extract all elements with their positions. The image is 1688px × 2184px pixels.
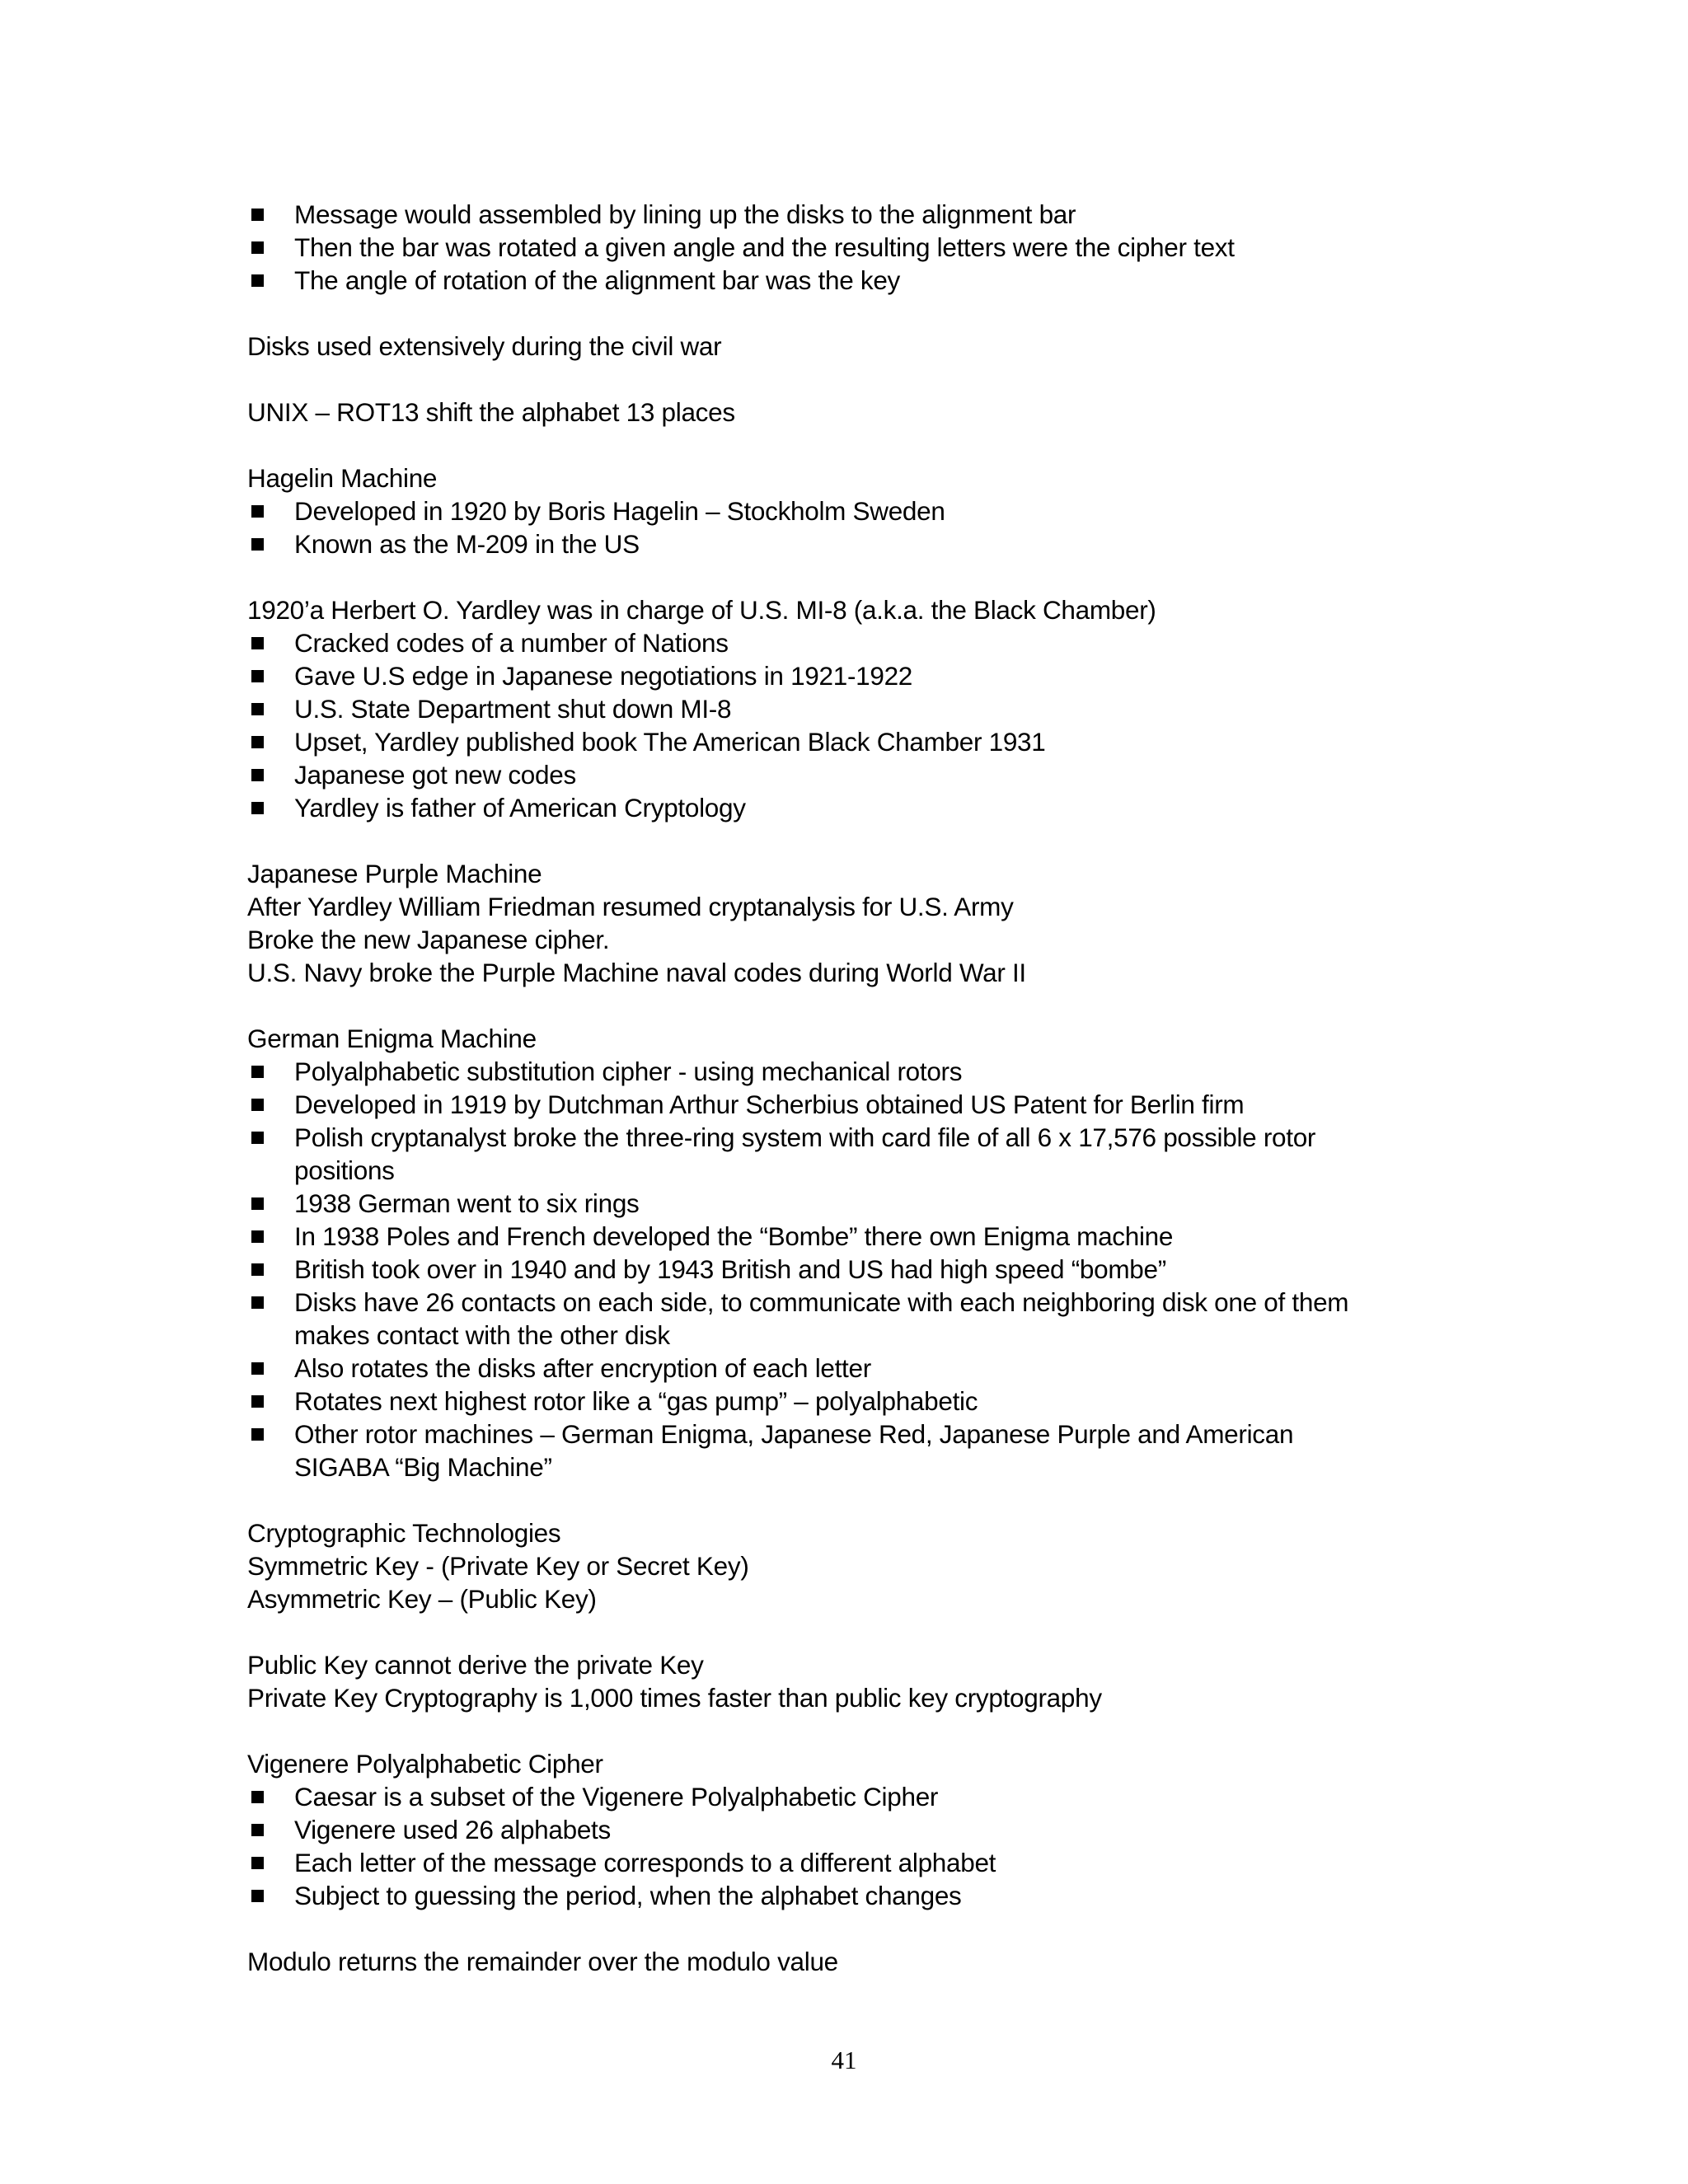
- bullet-item: [247, 198, 1451, 231]
- bullet-item: [247, 1879, 1451, 1912]
- bullet-text: makes contact with the other disk: [294, 1320, 670, 1350]
- bullet-item: [247, 1055, 1451, 1088]
- bullet-list: [247, 626, 1451, 824]
- bullet-text: Also rotates the disks after encryption of each letter: [294, 1353, 871, 1383]
- text-line: Japanese Purple Machine: [247, 859, 542, 888]
- bullet-item: [247, 1088, 1451, 1121]
- text-line: U.S. Navy broke the Purple Machine naval codes during World War II: [247, 958, 1026, 987]
- bullet-item: [247, 725, 1451, 758]
- bullet-text: Gave U.S edge in Japanese negotiations in 1921-1922: [294, 661, 913, 691]
- text-section: [247, 1516, 1451, 1615]
- bullet-item: [247, 264, 1451, 297]
- text-line: Cryptographic Technologies: [247, 1518, 561, 1548]
- text-section: [247, 396, 1451, 429]
- text-line: Symmetric Key - (Private Key or Secret Key): [247, 1551, 749, 1581]
- bullet-item: [247, 494, 1451, 527]
- bullet-text: Cracked codes of a number of Nations: [294, 628, 729, 658]
- text-section: [247, 462, 1451, 560]
- bullet-text: U.S. State Department shut down MI-8: [294, 694, 732, 724]
- text-section: [247, 198, 1451, 297]
- bullet-list: [247, 198, 1451, 297]
- bullet-list: [247, 1780, 1451, 1912]
- bullet-item: [247, 1813, 1451, 1846]
- bullet-item: [247, 659, 1451, 692]
- bullet-item: [247, 1846, 1451, 1879]
- bullet-text: Then the bar was rotated a given angle and the resulting letters were the cipher text: [294, 232, 1235, 262]
- bullet-text: Message would assembled by lining up the disks to the alignment bar: [294, 199, 1076, 229]
- bullet-item: [247, 1220, 1451, 1253]
- bullet-item: [247, 1352, 1451, 1385]
- bullet-text: Developed in 1919 by Dutchman Arthur Scherbius obtained US Patent for Berlin firm: [294, 1090, 1245, 1119]
- bullet-text: Developed in 1920 by Boris Hagelin – Stockholm Sweden: [294, 496, 945, 526]
- text-section: [247, 1022, 1451, 1483]
- bullet-text: Vigenere used 26 alphabets: [294, 1815, 611, 1844]
- bullet-text: British took over in 1940 and by 1943 British and US had high speed “bombe”: [294, 1254, 1166, 1284]
- bullet-text: In 1938 Poles and French developed the “Bombe” there own Enigma machine: [294, 1221, 1174, 1251]
- text-line: Public Key cannot derive the private Key: [247, 1650, 704, 1680]
- bullet-text: Each letter of the message corresponds to a different alphabet: [294, 1848, 996, 1877]
- bullet-text: Upset, Yardley published book The American Black Chamber 1931: [294, 727, 1046, 757]
- bullet-item: [247, 527, 1451, 560]
- text-line: Asymmetric Key – (Public Key): [247, 1584, 597, 1614]
- bullet-item: [247, 1121, 1451, 1187]
- text-line: Broke the new Japanese cipher.: [247, 925, 610, 954]
- bullet-item: [247, 692, 1451, 725]
- bullet-text: Polish cryptanalyst broke the three-ring system with card file of all 6 x 17,576 possible rotor: [294, 1122, 1316, 1152]
- text-section: [247, 593, 1451, 824]
- text-line: UNIX – ROT13 shift the alphabet 13 places: [247, 397, 735, 427]
- bullet-text: Caesar is a subset of the Vigenere Polyalphabetic Cipher: [294, 1782, 939, 1811]
- bullet-text: Rotates next highest rotor like a “gas pump” – polyalphabetic: [294, 1386, 978, 1416]
- page-number: 41: [831, 2046, 857, 2074]
- bullet-item: [247, 758, 1451, 791]
- text-line: Modulo returns the remainder over the modulo value: [247, 1947, 838, 1976]
- bullet-item: [247, 1253, 1451, 1286]
- bullet-text: Subject to guessing the period, when the alphabet changes: [294, 1881, 962, 1910]
- bullet-text: positions: [294, 1155, 395, 1185]
- bullet-item: [247, 626, 1451, 659]
- section-heading: Vigenere Polyalphabetic Cipher: [247, 1749, 603, 1779]
- text-section: [247, 1747, 1451, 1912]
- bullet-item: [247, 1780, 1451, 1813]
- bullet-list: [247, 494, 1451, 560]
- bullet-text: 1938 German went to six rings: [294, 1188, 640, 1218]
- bullet-text: Disks have 26 contacts on each side, to communicate with each neighboring disk one of them: [294, 1287, 1349, 1317]
- text-section: [247, 857, 1451, 989]
- bullet-text: Yardley is father of American Cryptology: [294, 793, 746, 823]
- text-line: Disks used extensively during the civil war: [247, 331, 722, 361]
- bullet-item: [247, 791, 1451, 824]
- bullet-list: [247, 1055, 1451, 1483]
- bullet-item: [247, 231, 1451, 264]
- bullet-item: [247, 1286, 1451, 1352]
- document-body: [247, 198, 1451, 2011]
- bullet-item: [247, 1418, 1451, 1483]
- text-line: After Yardley William Friedman resumed cryptanalysis for U.S. Army: [247, 892, 1014, 921]
- bullet-text: Known as the M-209 in the US: [294, 529, 640, 559]
- section-heading: Hagelin Machine: [247, 463, 438, 493]
- bullet-text: Polyalphabetic substitution cipher - using mechanical rotors: [294, 1057, 963, 1086]
- text-section: [247, 330, 1451, 363]
- section-heading: German Enigma Machine: [247, 1024, 537, 1053]
- section-heading: 1920’a Herbert O. Yardley was in charge of U.S. MI-8 (a.k.a. the Black Chamber): [247, 595, 1156, 625]
- bullet-item: [247, 1385, 1451, 1418]
- text-line: Private Key Cryptography is 1,000 times faster than public key cryptography: [247, 1683, 1102, 1713]
- bullet-item: [247, 1187, 1451, 1220]
- bullet-text: Other rotor machines – German Enigma, Japanese Red, Japanese Purple and American: [294, 1419, 1294, 1449]
- bullet-text: The angle of rotation of the alignment bar was the key: [294, 265, 901, 295]
- text-section: [247, 1648, 1451, 1714]
- text-section: [247, 1945, 1451, 1978]
- bullet-text: Japanese got new codes: [294, 760, 576, 790]
- bullet-text: SIGABA “Big Machine”: [294, 1452, 552, 1482]
